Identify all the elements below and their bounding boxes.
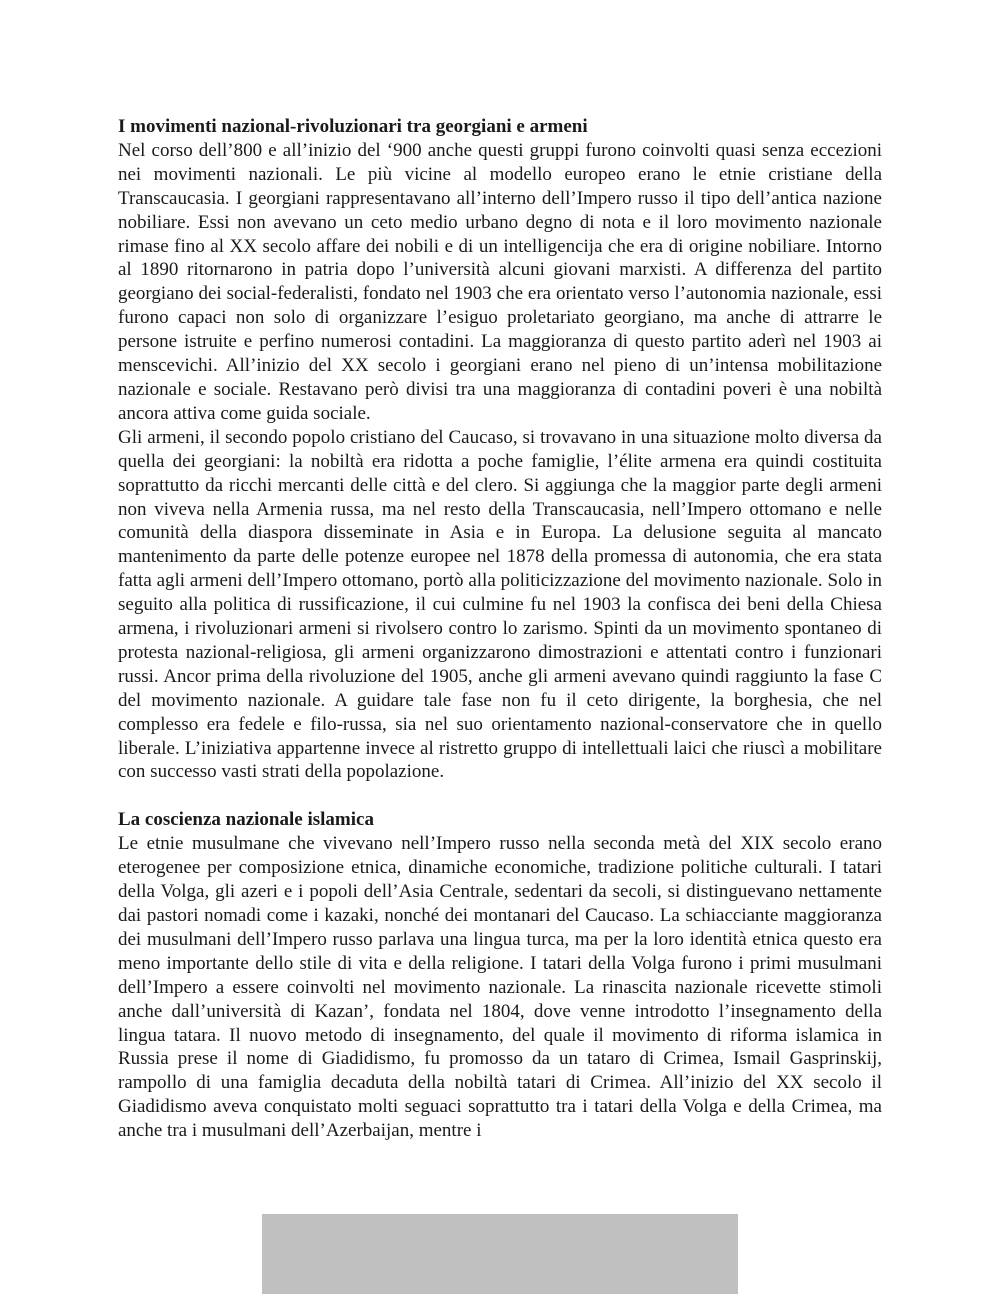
paragraph: Gli armeni, il secondo popolo cristiano del Caucaso, si trovavano in una situazione molto diversa da quella dei georgiani: la nobiltà era ridotta a poche famiglie, l’élite armena era quindi costituita soprattutto da ricchi mercanti delle città e del clero. Si aggiunga che la maggior parte degli armeni non viveva nella Armenia russa, ma nel resto della Transcaucasia, nell’Impero ottomano e nelle comunità della diaspora disseminate in Asia e in Europa. La delusione seguita al mancato mantenimento da parte delle potenze europee nel 1878 della promessa di autonomia, che era stata fatta agli armeni dell’Impero ottomano, portò alla politicizzazione del movimento nazionale. Solo in seguito alla politica di russificazione, il cui culmine fu nel 1903 la confisca dei beni della Chiesa armena, i rivoluzionari armeni si rivolsero contro lo zarismo. Spinti da un movimento spontaneo di protesta nazional-religiosa, gli armeni organizzarono dimostrazioni e attentati contro i funzionari russi. Ancor prima della rivoluzione del 1905, anche gli armeni avevano quindi raggiunto la fase C del movimento nazionale. A guidare tale fase non fu il ceto dirigente, la borghesia, che nel complesso era fedele e filo-russa, sia nel suo orientamento nazional-conservatore che in quello liberale. L’iniziativa appartenne invece al ristretto gruppo di intellettuali laici che riuscì a mobilitare con successo vasti strati della popolazione. bbox=[118, 426, 882, 783]
section-heading: I movimenti nazional-rivoluzionari tra georgiani e armeni bbox=[118, 116, 588, 137]
section-spacer bbox=[118, 784, 882, 808]
section-islamic-consciousness bbox=[118, 808, 882, 1143]
paragraph: Nel corso dell’800 e all’inizio del ‘900 anche questi gruppi furono coinvolti quasi senza eccezioni nei movimenti nazionali. Le più vicine al modello europeo erano le etnie cristiane della Transcaucasia. I georgiani rappresentavano all’interno dell’Impero russo il tipo dell’antica nazione nobiliare. Essi non avevano un ceto medio urbano degno di nota e il loro movimento nazionale rimase fino al XX secolo affare dei nobili e di un intelligencija che era di origine nobiliare. Intorno al 1890 ritornarono in patria dopo l’università alcuni giovani marxisti. A differenza del partito georgiano dei social-federalisti, fondato nel 1903 che era orientato verso l’autonomia nazionale, essi furono capaci non solo di organizzare l’esiguo proletariato georgiano, ma anche di attrarre le persone istruite e perfino numerosi contadini. La maggioranza di questo partito aderì nel 1903 ai menscevichi. All’inizio del XX secolo i georgiani erano nel pieno di un’intensa mobilitazione nazionale e sociale. Restavano però divisi tra una maggioranza di contadini poveri è una nobiltà ancora attiva come guida sociale. bbox=[118, 139, 882, 424]
document-page bbox=[118, 115, 882, 1143]
paragraph: Le etnie musulmane che vivevano nell’Impero russo nella seconda metà del XIX secolo erano eterogenee per composizione etnica, dinamiche economiche, tradizione politiche culturali. I tatari della Volga, gli azeri e i popoli dell’Asia Centrale, sedentari da secoli, si distinguevano nettamente dai pastori nomadi come i kazaki, nonché dei montanari del Caucaso. La schiacciante maggioranza dei musulmani dell’Impero russo parlava una lingua turca, ma per la loro identità etnica questo era meno importante dello stile di vita e della religione. I tatari della Volga furono i primi musulmani dell’Impero a essere coinvolti nel movimento nazionale. La rinascita nazionale ricevette stimoli anche dall’università di Kazan’, fondata nel 1804, dove venne introdotto l’insegnamento della lingua tatara. Il nuovo metodo di insegnamento, del quale il movimento di riforma islamica in Russia prese il nome di Giadidismo, fu promosso da un tataro di Crimea, Ismail Gasprinskij, rampollo di una famiglia decaduta della nobiltà tatari di Crimea. All’inizio del XX secolo il Giadidismo aveva conquistato molti seguaci soprattutto tra i tatari della Volga e della Crimea, ma anche tra i musulmani dell’Azerbaijan, mentre i bbox=[118, 833, 882, 1142]
footer-placeholder-box bbox=[262, 1214, 738, 1294]
section-heading: La coscienza nazionale islamica bbox=[118, 809, 374, 831]
section-georgians-armenians bbox=[118, 115, 882, 784]
